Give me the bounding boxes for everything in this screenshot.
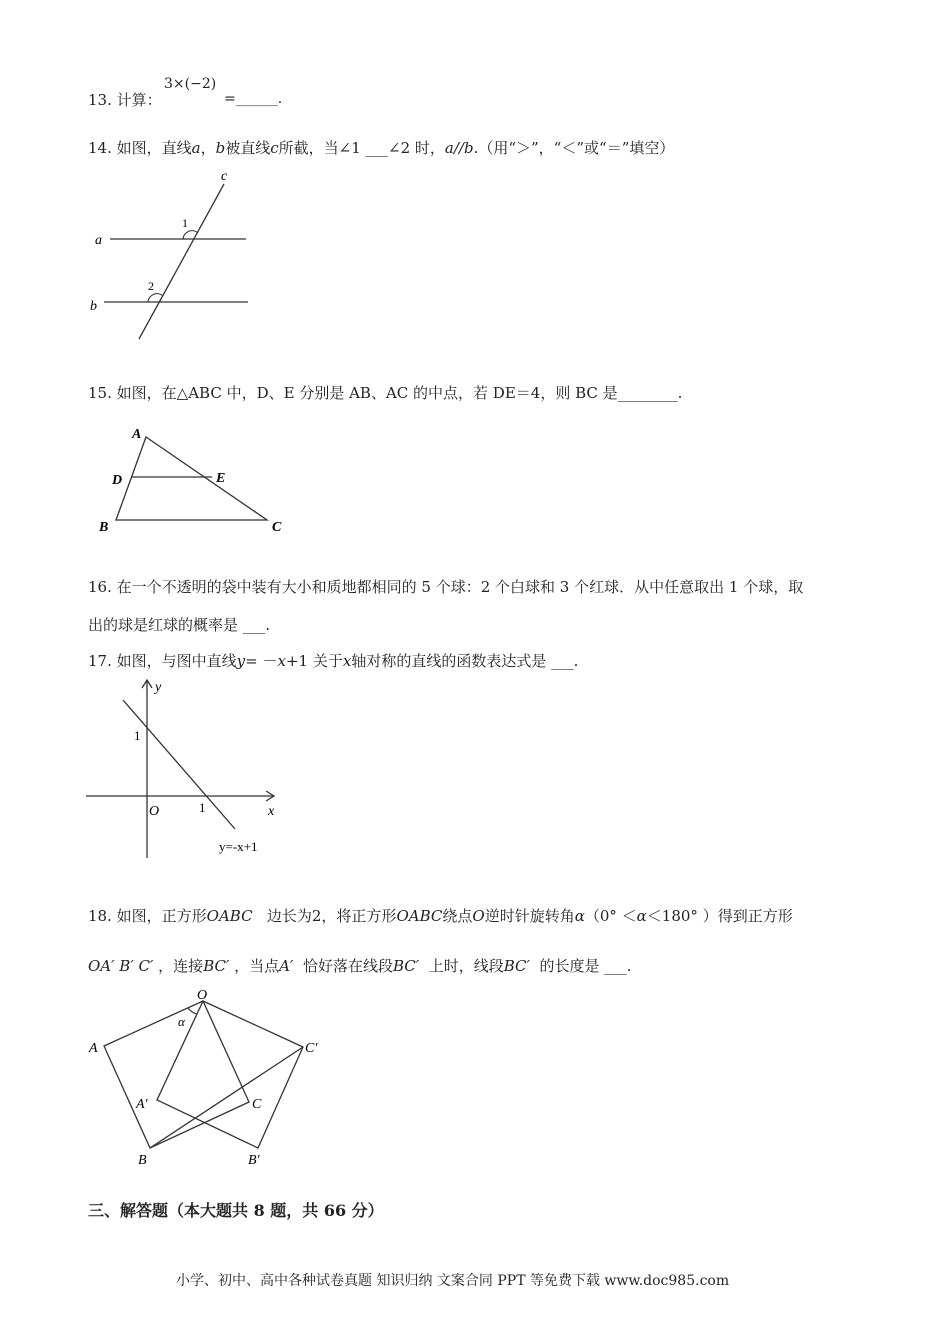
q14-parallel: a//b	[444, 139, 474, 157]
q14-label-b: b	[90, 299, 97, 314]
q18-text: 边长为2，将正方形	[266, 907, 397, 925]
q18-label-A: A	[89, 1041, 98, 1056]
q18-text: 上时，线段	[428, 957, 504, 975]
q14-var-a: a	[191, 139, 201, 157]
q17-tick-y1: 1	[134, 728, 141, 743]
q17-var-y: y	[236, 652, 246, 670]
q17-text: = －	[245, 652, 278, 670]
q17-line-equation: y=-x+1	[219, 839, 258, 854]
q13-number: 13.	[88, 91, 112, 109]
q14-label-2: 2	[148, 279, 154, 293]
q14-label-1: 1	[182, 216, 188, 230]
q14-text: .（用“＞”，“＜”或“＝”填空）	[473, 139, 675, 157]
q18-label-B: B	[138, 1153, 147, 1168]
q14-var-b: b	[215, 139, 226, 157]
q17-text: 如图，与图中直线	[116, 652, 237, 670]
q15-label-D: D	[112, 473, 123, 488]
q15-number: 15.	[88, 384, 112, 402]
q18-text: 如图，正方形	[116, 907, 207, 925]
q18-var: α	[574, 907, 585, 925]
q15-label-A: A	[132, 427, 142, 442]
q18-var: BC′	[392, 957, 420, 975]
q13-expression: 3×(−2)	[164, 76, 217, 92]
q18-var: α	[636, 907, 647, 925]
q15-text: 如图，在	[116, 384, 177, 402]
q15-label-E: E	[216, 471, 226, 486]
q13-text: 计算：	[116, 91, 162, 109]
q18-text: ＜180° ）得到正方形	[646, 907, 793, 925]
q18-label-C1: C′	[305, 1041, 318, 1056]
triangle-icon: △	[176, 384, 189, 402]
q16-text: 在一个不透明的袋中装有大小和质地都相同的 5 个球：2 个白球和 3 个红球．从中任意取出 1 个球，取	[116, 578, 804, 596]
q18-var: OA′ B′ C′	[88, 957, 154, 975]
q14-label-c: c	[221, 169, 228, 184]
q18-number: 18.	[88, 907, 112, 925]
q17-origin-label: O	[149, 804, 160, 819]
q18-var: BC′	[203, 957, 230, 975]
q16-line-2: 出的球是红球的概率是 ___.	[88, 616, 271, 634]
q14-text: 如图，直线	[116, 139, 192, 157]
q18-text: 逆时针旋转角	[484, 907, 575, 925]
page-footer: 小学、初中、高中各种试卷真题 知识归纳 文案合同 PPT 等免费下载 www.doc985.com	[176, 1273, 730, 1289]
q18-var: OABC	[396, 907, 443, 925]
q17-text: 轴对称的直线的函数表达式是 ___.	[351, 652, 579, 670]
q14-number: 14.	[88, 139, 112, 157]
q18-var: O	[472, 907, 485, 925]
q14-text: 被直线	[225, 139, 271, 157]
q18-text: 的长度是 ___.	[539, 957, 632, 975]
q18-label-B1: B′	[248, 1153, 260, 1168]
q14-text: ，	[200, 139, 216, 157]
q18-label-A1: A′	[136, 1097, 148, 1112]
section-heading: 三、解答题（本大题共 8 题，共 66 分）	[88, 1201, 384, 1220]
q18-text: 恰好落在线段	[302, 957, 393, 975]
q17-axis-y-label: y	[155, 680, 162, 695]
q18-label-alpha: α	[178, 1014, 185, 1029]
q14-text: 所截，当∠1 ___∠2 时，	[278, 139, 445, 157]
q17-number: 17.	[88, 652, 112, 670]
q18-text: ，当点	[234, 957, 280, 975]
q17-tick-x1: 1	[199, 800, 206, 815]
q18-var: BC′	[503, 957, 530, 975]
q18-var: OABC	[206, 907, 253, 925]
q13-answer-blank: =______.	[224, 91, 283, 107]
q16-number: 16.	[88, 578, 112, 596]
q18-text: ，连接	[158, 957, 204, 975]
q17-var-x: x	[342, 652, 352, 670]
q18-text: （0° ＜	[584, 907, 637, 925]
q15-label-B: B	[99, 520, 109, 535]
q17-var-x: x	[277, 652, 286, 670]
q18-label-C: C	[252, 1097, 262, 1112]
q18-var: A′	[279, 957, 294, 975]
q17-axis-x-label: x	[268, 804, 275, 819]
q15-label-C: C	[272, 520, 282, 535]
q15-text: ABC 中，D、E 分别是 AB、AC 的中点，若 DE＝4，则 BC 是________.	[188, 384, 683, 402]
q17-text: +1 关于	[285, 652, 343, 670]
q18-text: 绕点	[442, 907, 473, 925]
q14-label-a: a	[95, 233, 102, 248]
q14-var-c: c	[270, 139, 279, 157]
q18-label-O: O	[197, 988, 208, 1003]
